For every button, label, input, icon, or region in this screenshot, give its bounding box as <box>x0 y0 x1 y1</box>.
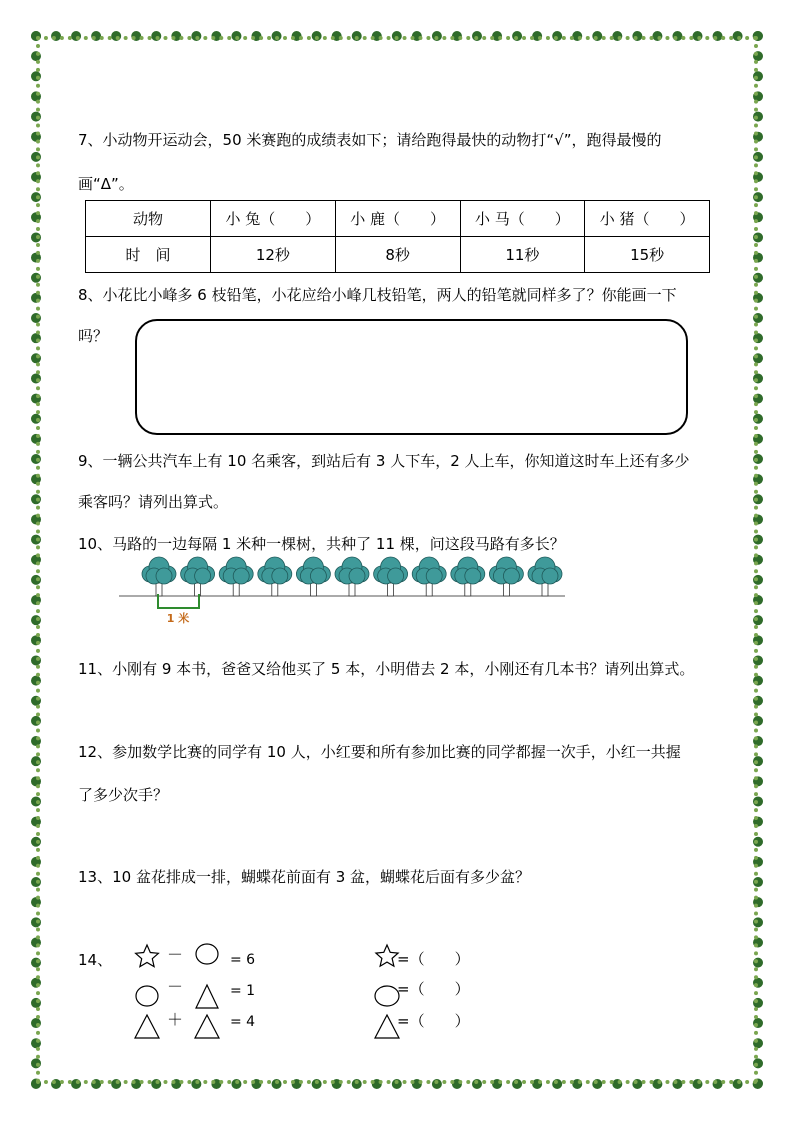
tree-row-illustration <box>115 556 570 628</box>
drawing-answer-box[interactable] <box>135 319 688 435</box>
table-header-animal: 动物 <box>86 201 211 237</box>
triangle-icon <box>195 1015 219 1038</box>
q13-line1: 13、10 盆花排成一排，蝴蝶花前面有 3 盆，蝴蝶花后面有多少盆？ <box>78 868 531 886</box>
q8-line2: 吗？ <box>78 327 109 345</box>
star-icon <box>376 945 398 966</box>
circle-icon <box>196 944 218 964</box>
triangle-icon <box>196 985 218 1008</box>
q7-line2: 画“Δ”。 <box>78 175 134 193</box>
equation-result-3: = 4 <box>230 1014 256 1030</box>
equation-result-2: = 1 <box>230 983 256 999</box>
plus-sign: ＋ <box>167 1010 184 1029</box>
q12-line1: 12、参加数学比赛的同学有 10 人，小红要和所有参加比赛的同学都握一次手，小红一共握 <box>78 743 681 761</box>
table-cell-time: 11秒 <box>460 237 585 273</box>
triangle-icon <box>375 1015 399 1038</box>
tree-icon <box>412 557 446 596</box>
table-cell-deer[interactable]: 小 鹿（ ） <box>335 201 460 237</box>
q9-line2: 乘客吗？请列出算式。 <box>78 493 229 511</box>
answer-blank-triangle[interactable]: =（ ） <box>397 1012 470 1030</box>
distance-label: 1 米 <box>166 612 190 625</box>
tree-icon <box>335 557 369 596</box>
q12-line2: 了多少次手？ <box>78 786 169 804</box>
table-cell-time: 12秒 <box>211 237 336 273</box>
table-cell-rabbit[interactable]: 小 兔（ ） <box>211 201 336 237</box>
minus-sign: － <box>167 977 184 996</box>
circle-icon <box>375 986 399 1006</box>
minus-sign: － <box>167 945 184 964</box>
answer-blank-circle[interactable]: =（ ） <box>397 980 470 998</box>
score-table <box>85 200 710 273</box>
q8-line1: 8、小花比小峰多 6 枝铅笔，小花应给小峰几枝铅笔，两人的铅笔就同样多了？你能画一下 <box>78 286 677 304</box>
tree-icon <box>219 557 253 596</box>
table-cell-pig[interactable]: 小 猪（ ） <box>585 201 710 237</box>
table-cell-time: 8秒 <box>335 237 460 273</box>
tree-icon <box>528 557 562 596</box>
tree-group <box>142 557 562 596</box>
star-icon <box>136 945 159 967</box>
tree-icon <box>142 557 176 596</box>
tree-icon <box>258 557 292 596</box>
equation-result-1: = 6 <box>230 952 256 968</box>
q10-line1: 10、马路的一边每隔 1 米种一棵树，共种了 11 棵，问这段马路有多长？ <box>78 535 565 553</box>
q11-line1: 11、小刚有 9 本书，爸爸又给他买了 5 本，小明借去 2 本，小刚还有几本书？请列出算式。 <box>78 660 695 678</box>
table-header-time: 时 间 <box>86 237 211 273</box>
table-cell-time: 15秒 <box>585 237 710 273</box>
table-row <box>86 201 710 237</box>
tree-icon <box>181 557 215 596</box>
q7-line1: 7、小动物开运动会，50 米赛跑的成绩表如下；请给跑得最快的动物打“√”，跑得最慢的 <box>78 131 662 149</box>
tree-icon <box>374 557 408 596</box>
triangle-icon <box>135 1015 159 1038</box>
table-row <box>86 237 710 273</box>
tree-icon <box>489 557 523 596</box>
q9-line1: 9、一辆公共汽车上有 10 名乘客，到站后有 3 人下车，2 人上车，你知道这时车上还有多少 <box>78 452 690 470</box>
circle-icon <box>136 986 158 1006</box>
tree-icon <box>451 557 485 596</box>
answer-blank-star[interactable]: =（ ） <box>397 950 470 968</box>
table-cell-horse[interactable]: 小 马（ ） <box>460 201 585 237</box>
tree-icon <box>296 557 330 596</box>
q14-label: 14、 <box>78 951 113 969</box>
